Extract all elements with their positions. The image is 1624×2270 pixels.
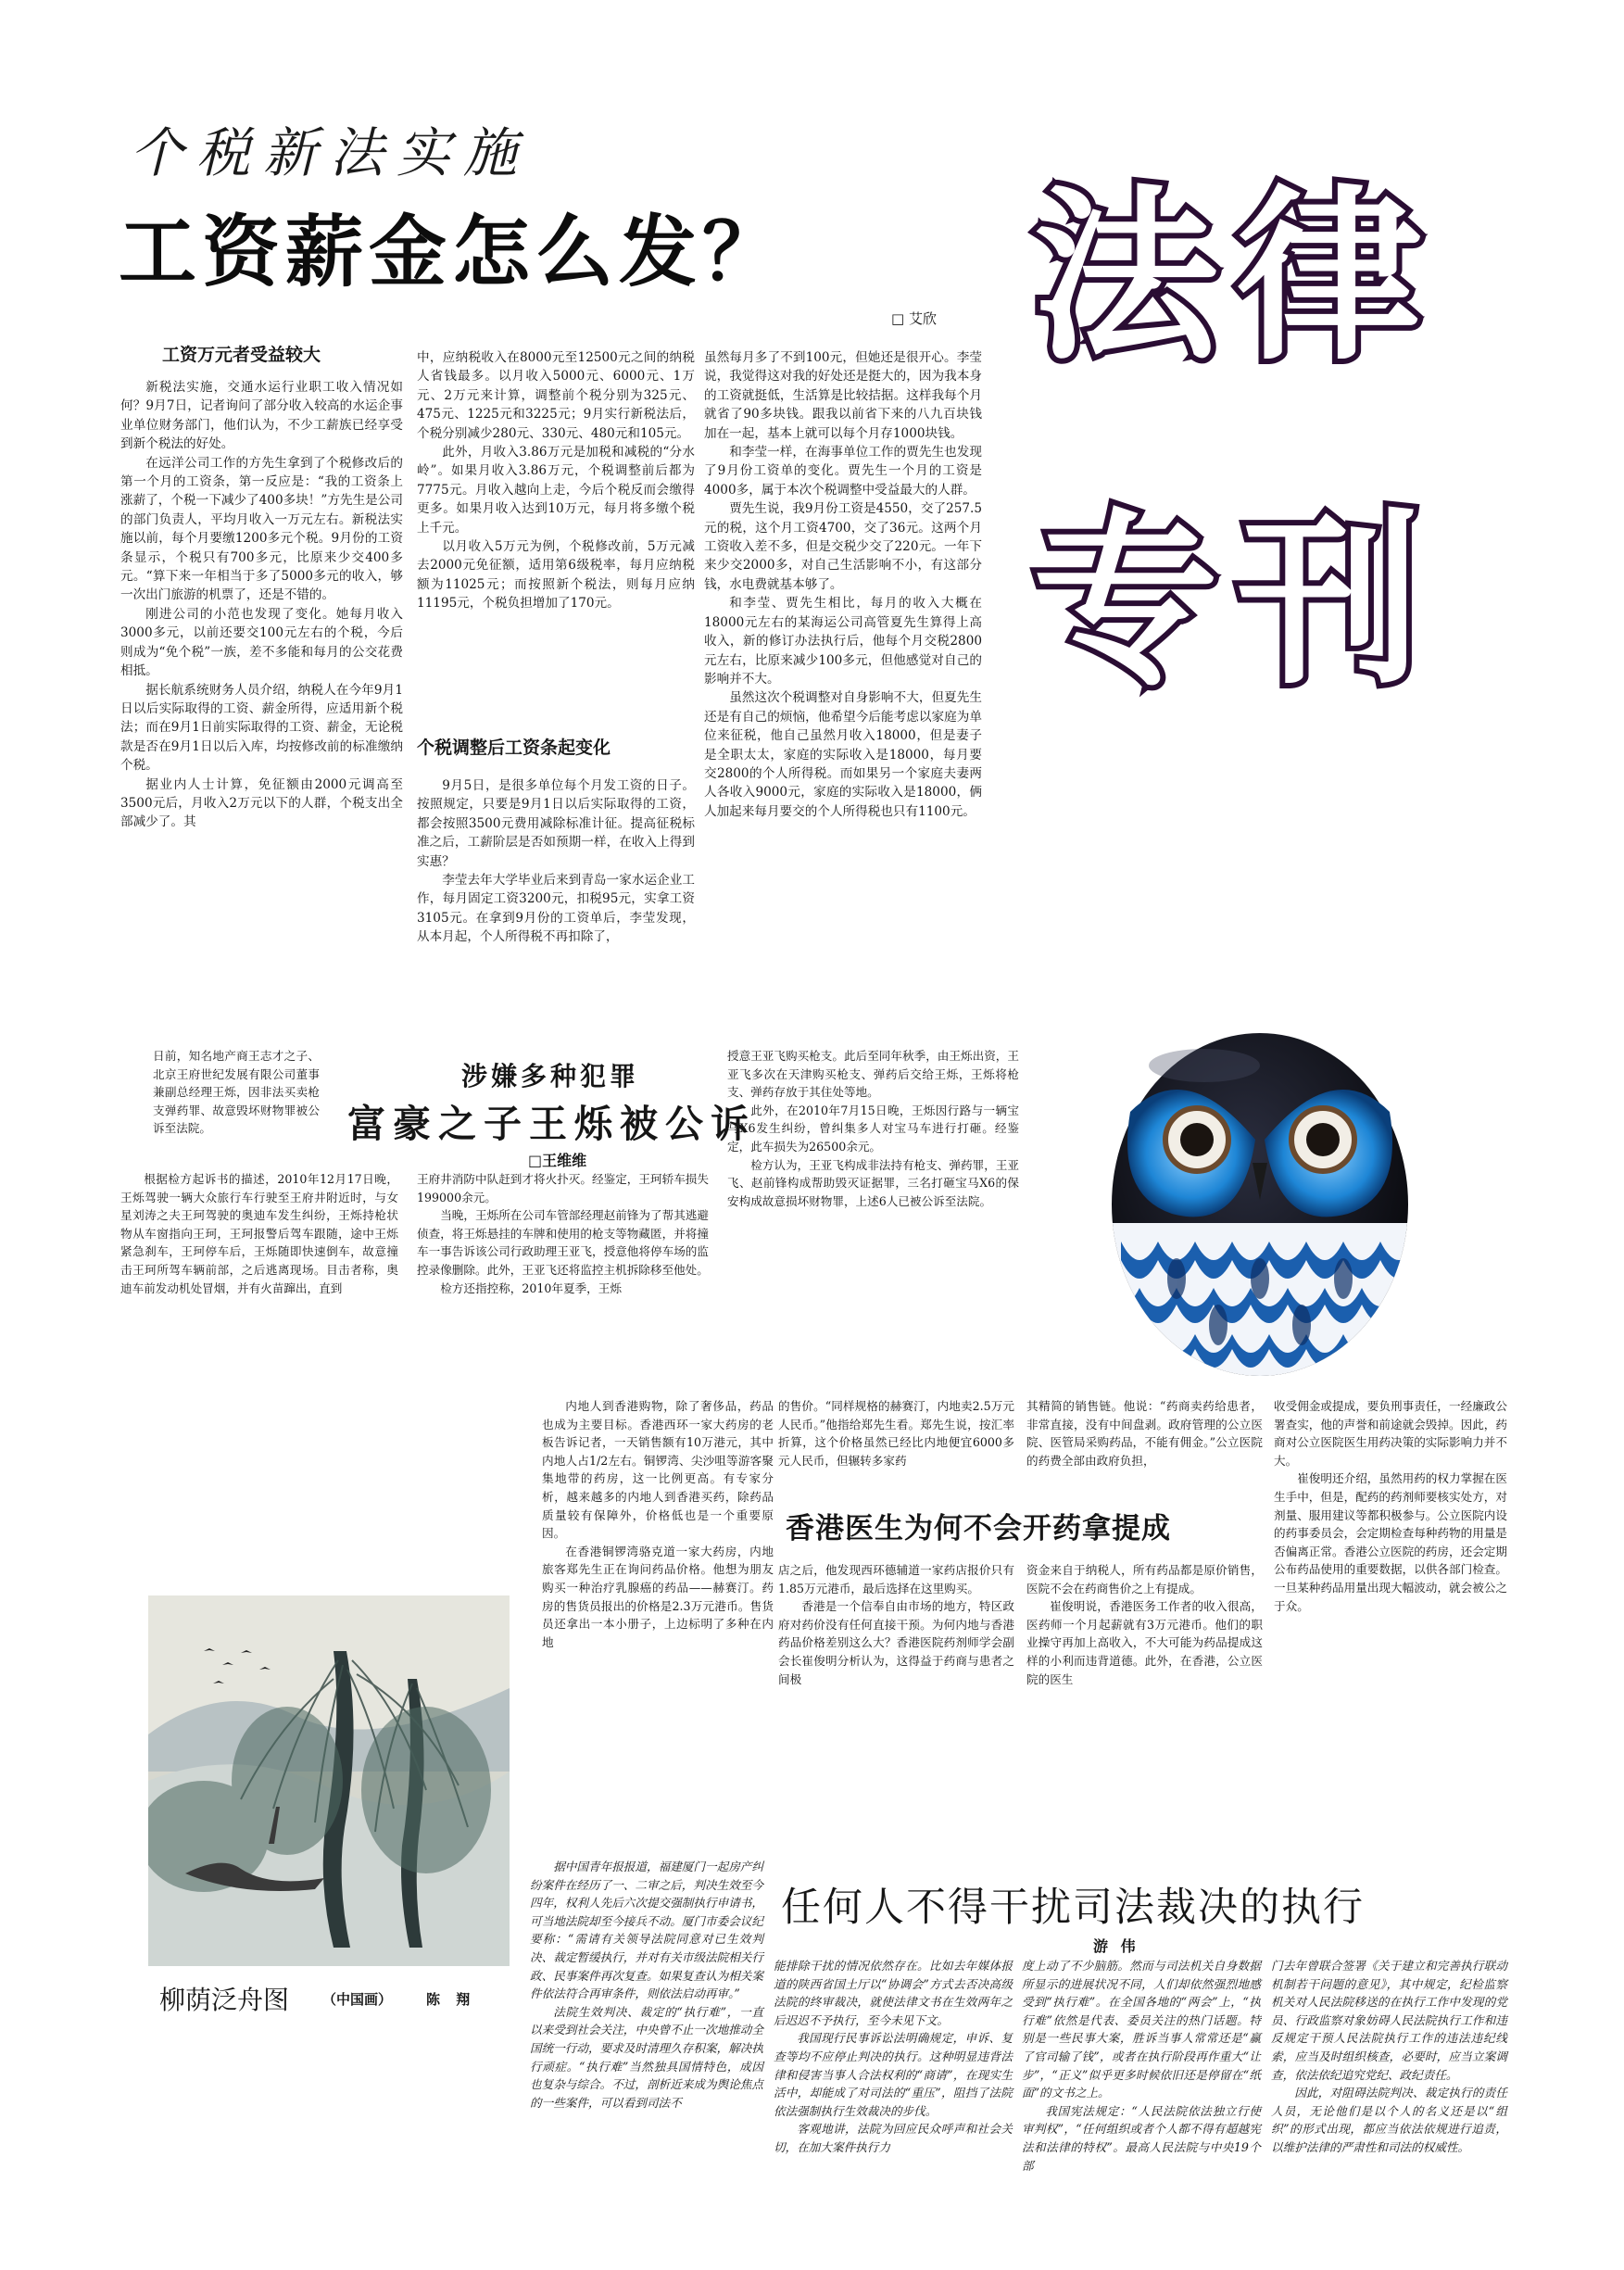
masthead-line-1: 法律	[1033, 170, 1441, 385]
paragraph: 香港是一个信奉自由市场的地方，特区政府对药价没有任何直接干预。为何内地与香港药品价格差别这么大？香港医院药剂师学会副会长崔俊明分析认为，这得益于药商与患者之间极	[778, 1599, 1014, 1686]
paragraph: 和李莹、贾先生相比，每月的收入大概在18000元左右的某海运公司高管夏先生算得上高收入，新的修订办法执行后，他每个月交税2800元左右，比原来减少100多元，但他感觉对自己的影响并不大。	[704, 596, 982, 687]
paragraph: 检方还指控称，2010年夏季，王烁	[440, 1280, 622, 1295]
paragraph: 虽然每月多了不到100元，但她还是很开心。李莹说，我觉得这对我的好处还是挺大的，因为我本身的工资就挺低，生活算是比较拮据。这样我每个月就省了90多块钱。跟我以前省下来的八九百块钱加在一起，基本上就可以每个月存1000块钱。	[704, 350, 982, 441]
paragraph: 我国宪法规定：“人民法院依法独立行使审判权”，“任何组织或者个人都不得有超越宪法和法律的特权”。最高人民法院与中央19个部	[1022, 2103, 1261, 2173]
paragraph: 收受佣金或提成，要负刑事责任，一经廉政公署查实，他的声誉和前途就会毁掉。因此，药商对公立医院医生用药决策的实际影响力并不大。	[1274, 1399, 1507, 1468]
paragraph: 检方认为，王亚飞构成非法持有枪支、弹药罪，王亚飞、赵前锋构成帮助毁灭证据罪，三名打砸宝马X6的保安构成故意损坏财物罪，上述6人已被公诉至法院。	[727, 1157, 1019, 1208]
paragraph: 此外，月收入3.86万元是加税和减税的“分水岭”。如果月收入3.86万元，个税调整前后都为7775元。月收入越向上走，今后个税反而会缴得更多。如果月收入达到10万元，每月将多缴个税上千元。	[417, 445, 695, 536]
paragraph: 日前，知名地产商王志才之子、北京王府世纪发展有限公司董事兼副总经理王烁，因非法买卖枪支弹药罪、故意毁坏财物罪被公诉至法院。	[153, 1049, 320, 1136]
masthead-line-2: 专刊	[1033, 494, 1441, 710]
paragraph: 李莹去年大学毕业后来到青岛一家水运企业工作，每月固定工资3200元，扣税95元，实拿工资3105元。在拿到9月份的工资单后，李莹发现，从本月起，个人所得税不再扣除了，	[417, 873, 695, 945]
paragraph: 因此，对阻碍法院判决、裁定执行的责任人员，无论他们是以个人的名义还是以“组织”的形式出现，都应当依法依规进行追责，以维护法律的严肃性和司法的权威性。	[1271, 2086, 1507, 2154]
article3-column-3-bottom	[1026, 1561, 1263, 1811]
paragraph: 门去年曾联合签署《关于建立和完善执行联动机制若干问题的意见》，其中规定，纪检监察机关对人民法院移送的在执行工作中发现的党员、行政监察对象妨碍人民法院执行工作和违反规定干预人民法院执行工作的违法违纪线索，应当及时组织核查，必要时，应当立案调查，依法依纪追究党纪、政纪责任。	[1271, 1959, 1507, 2082]
article1-kicker: 个税新法实施	[130, 121, 531, 184]
paragraph: 的售价。“同样规格的赫赛汀，内地卖2.5万元人民币。”他指给郑先生看。郑先生说，按汇率折算，这个价格虽然已经比内地便宜6000多元人民币，但辗转多家药	[778, 1399, 1014, 1468]
article1-subhead-1: 工资万元者受益较大	[162, 345, 321, 365]
paragraph: 新税法实施，交通水运行业职工收入情况如何？9月7日，记者询问了部分收入较高的水运企事业单位财务部门，他们认为，不少工薪族已经享受到新个税法的好处。	[120, 380, 403, 452]
article3-headline: 香港医生为何不会开药拿提成	[786, 1512, 1171, 1545]
paragraph: 王府井消防中队赶到才将火扑灭。经鉴定，王珂轿车损失199000余元。	[417, 1172, 709, 1204]
paragraph: 此外，在2010年7月15日晚，王烁因行路与一辆宝马X6发生纠纷，曾纠集多人对宝马车进行打砸。经鉴定，此车损失为26500余元。	[727, 1103, 1019, 1154]
paragraph: 在香港铜锣湾骆克道一家大药房，内地旅客郑先生正在询问药品价格。他想为朋友购买一种治疗乳腺癌的药品——赫赛汀。药房的售货员报出的价格是2.3万元港币。售货员还拿出一本小册子，上边标明了多种在内地	[542, 1544, 774, 1649]
paragraph: 其精简的销售链。他说：“药商卖药给患者，非常直接，没有中间盘剥。政府管理的公立医院、医管局采购药品，不能有佣金。”公立医院的药费全部由政府负担，	[1026, 1399, 1263, 1468]
article4-column-3	[1022, 1957, 1261, 2256]
paragraph: 授意王亚飞购买枪支。此后至同年秋季，由王烁出资，王亚飞多次在天津购买枪支、弹药后交给王烁，王烁将枪支、弹药存放于其住处等地。	[727, 1049, 1019, 1100]
article4-column-2	[774, 1957, 1013, 2256]
paragraph: 客观地讲，法院为回应民众呼声和社会关切，在加大案件执行力	[774, 2122, 1013, 2154]
article1-headline: 工资薪金怎么发？	[119, 206, 787, 297]
paragraph: 中，应纳税收入在8000元至12500元之间的纳税人省钱最多。以月收入5000元、6000元、1万元、2万元来计算，调整前个税分别为325元、475元、1225元和3225元；9月实行新税法后，个税分别减少280元、330元、480元和105元。	[417, 350, 695, 441]
paragraph: 崔俊明还介绍，虽然用药的权力掌握在医生手中，但是，配药的药剂师要核实处方，对剂量、服用建议等都积极参与。公立医院内设的药事委员会，会定期检查每种药物的用量是否偏离正常。香港公立医院的药房，还会定期公布药品使用的重要数据，以供各部门检查。一旦某种药品用量出现大幅波动，就会被公之于众。	[1274, 1471, 1507, 1613]
article1-column-2-top	[417, 348, 695, 705]
paragraph: 我国现行民事诉讼法明确规定，申诉、复查等均不应停止判决的执行。这种明显违背法律和侵害当事人合法权利的“商请”，在现实生活中，却能成了对司法的“重压”，阻挡了法院依法强制执行生效裁决的步伐。	[774, 2031, 1013, 2118]
painting-medium: （中国画）	[322, 1991, 393, 2008]
article4-column-4	[1271, 1957, 1507, 2256]
paragraph: 当晚，王烁所在公司车管部经理赵前锋为了帮其逃避侦查，将王烁悬挂的车牌和使用的枪支等物藏匿，并将撞车一事告诉该公司行政助理王亚飞，授意他将停车场的监控录像删除。此外，王亚飞还将监控主机拆除移至他处。	[417, 1208, 709, 1277]
article3-column-1	[542, 1397, 774, 1833]
painting-artist: 陈 翔	[426, 1991, 476, 2008]
article4-headline: 任何人不得干扰司法裁决的执行	[781, 1885, 1365, 1931]
paragraph: 贾先生说，我9月份工资是4550，交了257.5元的税，这个月工资4700，交了36元。这两个月工资收入差不多，但是交税少交了220元。一年下来少交2000多，对自己生活影响不小，有这部分钱，水电费就基本够了。	[704, 501, 982, 592]
article3-column-4	[1274, 1397, 1507, 1833]
paragraph: 虽然这次个税调整对自身影响不大，但夏先生还是有自己的烦恼，他希望今后能考虑以家庭为单位来征税，他自己虽然月收入18000，但是妻子是全职太太，家庭的实际收入是18000，每月要交2800的个人所得税。而如果另一个家庭夫妻两人各收入9000元，家庭的实际收入是18000，俩人加起来每月要交的个人所得税也只有1100元。	[704, 690, 982, 819]
paragraph: 据中国青年报报道，福建厦门一起房产纠纷案件在经历了一、二审之后，判决生效至今四年，权利人先后六次提交强制执行申请书，可当地法院却至今接兵不动。厦门市委会议纪要称：“需请有关领导法院同意对已生效判决、裁定暂缓执行，并对有关市级法院相关行政、民事案件再次复查。如果复查认为相关案件依法符合再审条件，则依法启动再审。”	[530, 1860, 763, 2001]
paragraph: 据业内人士计算，免征额由2000元调高至3500元后，月收入2万元以下的人群，个税支出全部减少了。其	[120, 776, 403, 830]
article3-column-2-bottom	[778, 1561, 1014, 1811]
paragraph: 资金来自于纳税人，所有药品都是原价销售，医院不会在药商售价之上有提成。	[1026, 1563, 1263, 1595]
article2-headline: 富豪之子王烁被公诉	[347, 1102, 756, 1146]
article2-column-3	[727, 1047, 1019, 1367]
article3-column-3-top	[1026, 1397, 1263, 1504]
paragraph: 9月5日，是很多单位每个月发工资的日子。按照规定，只要是9月1日以后实际取得的工资，都会按照3500元费用减除标准计征。提高征税标准之后，工薪阶层是否如预期一样，在收入上得到实惠？	[417, 778, 695, 869]
article4-byline: 游 伟	[1093, 1937, 1139, 1955]
paragraph: 在远洋公司工作的方先生拿到了个税修改后的第一个月的工资条，第一反应是：“我的工资条上涨薪了，个税一下减少了400多块！”方先生是公司的部门负责人，平均月收入一万元左右。新税法实施以前，每个月要缴1200多元个税。9月份的工资条显示，个税只有700多元，比原来少交400多元。“算下来一年相当于多了5000多元的收入，够一次出门旅游的机票了，还是不错的。	[120, 455, 403, 603]
painting-title: 柳荫泛舟图	[159, 1985, 290, 2015]
paragraph: 店之后，他发现西环德辅道一家药店报价只有1.85万元港币，最后选择在这里购买。	[778, 1563, 1014, 1595]
article4-column-1	[530, 1858, 763, 2256]
article1-byline: □ 艾欣	[891, 310, 937, 327]
paragraph: 以月收入5万元为例，个税修改前，5万元减去2000元免征额，适用第6级税率，每月应纳税额为11025元；而按照新个税法，则每月应纳11195元，个税负担增加了170元。	[417, 539, 695, 612]
article1-subhead-2: 个税调整后工资条起变化	[417, 738, 611, 758]
article2-byline: □王维维	[528, 1152, 587, 1169]
article1-column-3	[704, 348, 982, 1002]
article2-intro	[153, 1047, 320, 1167]
article1-column-1	[120, 378, 403, 994]
paragraph: 内地人到香港购物，除了奢侈品，药品也成为主要目标。香港西环一家大药房的老板告诉记者，一天销售额有10万港元，其中内地人占1/2左右。铜锣湾、尖沙咀等游客聚集地带的药房，这一比例更高。有专家分析，越来越多的内地人到香港买药，除药品质量较有保障外，价格低也是一个重要原因。	[542, 1399, 774, 1541]
paragraph: 据长航系统财务人员介绍，纳税人在今年9月1日以后实际取得的工资、薪金所得，应适用新个税法；而在9月1日前实际取得的工资、薪金，无论税款是否在9月1日以后入库，均按修改前的标准缴纳个税。	[120, 682, 403, 774]
paragraph: 和李莹一样，在海事单位工作的贾先生也发现了9月份工资单的变化。贾先生一个月的工资是4000多，属于本次个税调整中受益最大的人群。	[704, 445, 982, 498]
paragraph: 法院生效判决、裁定的“执行难”，一直以来受到社会关注，中央曾不止一次地推动全国统一行动，要求及时清理久存积案，解决执行顽症。“执行难”当然独具国情特色，成因也复杂与综合。不过，剖析近来成为舆论焦点的一些案件，可以看到司法不	[530, 2004, 763, 2110]
paragraph: 刚进公司的小范也发现了变化。她每月收入3000多元，以前还要交100元左右的个税，今后则成为“免个税”一族，差不多能和每月的公交花费相抵。	[120, 606, 403, 679]
paragraph: 能排除干扰的情况依然存在。比如去年媒体报道的陕西省国土厅以“协调会”方式去否决高级法院的终审裁决，就使法律文书在生效两年之后迟迟不予执行，至今未见下文。	[774, 1959, 1013, 2027]
article2-column-2	[417, 1170, 709, 1365]
paragraph: 崔俊明说，香港医务工作者的收入很高，医药师一个月起薪就有3万元港币。他们的职业操守再加上高收入，不大可能为药品提成这样的小利而违背道德。此外，在香港，公立医院的医生	[1026, 1599, 1263, 1686]
paragraph: 度上动了不少脑筋。然而与司法机关自身数据所显示的进展状况不同，人们却依然强烈地感受到“执行难”。在全国各地的“两会”上，“执行难”依然是代表、委员关注的热门话题。特别是一些民事大案，胜诉当事人常常还是“赢了官司输了钱”，或者在执行阶段再作重大“让步”，“正义”似乎更多时候依旧还是停留在“纸面”的文书之上。	[1022, 1959, 1261, 2100]
article2-column-1	[120, 1170, 398, 1365]
article2-kicker: 涉嫌多种犯罪	[461, 1061, 640, 1091]
painting-image	[148, 1595, 510, 2026]
article1-column-2-bottom	[417, 776, 695, 999]
owl-ornament-image	[1093, 1001, 1427, 1390]
paragraph: 根据检方起诉书的描述，2010年12月17日晚，王烁驾驶一辆大众旅行车行驶至王府井附近时，与女星刘涛之夫王珂驾驶的奥迪车发生纠纷，王烁持枪状物从车窗指向王珂，王珂报警后驾车跟随，途中王烁紧急刹车，王珂停车后，王烁随即快速倒车，故意撞击王珂所驾车辆前部，之后逃离现场。目击者称，奥迪车前发动机处冒烟，并有火苗蹿出，直到	[120, 1172, 398, 1295]
article3-column-2-top	[778, 1397, 1014, 1485]
